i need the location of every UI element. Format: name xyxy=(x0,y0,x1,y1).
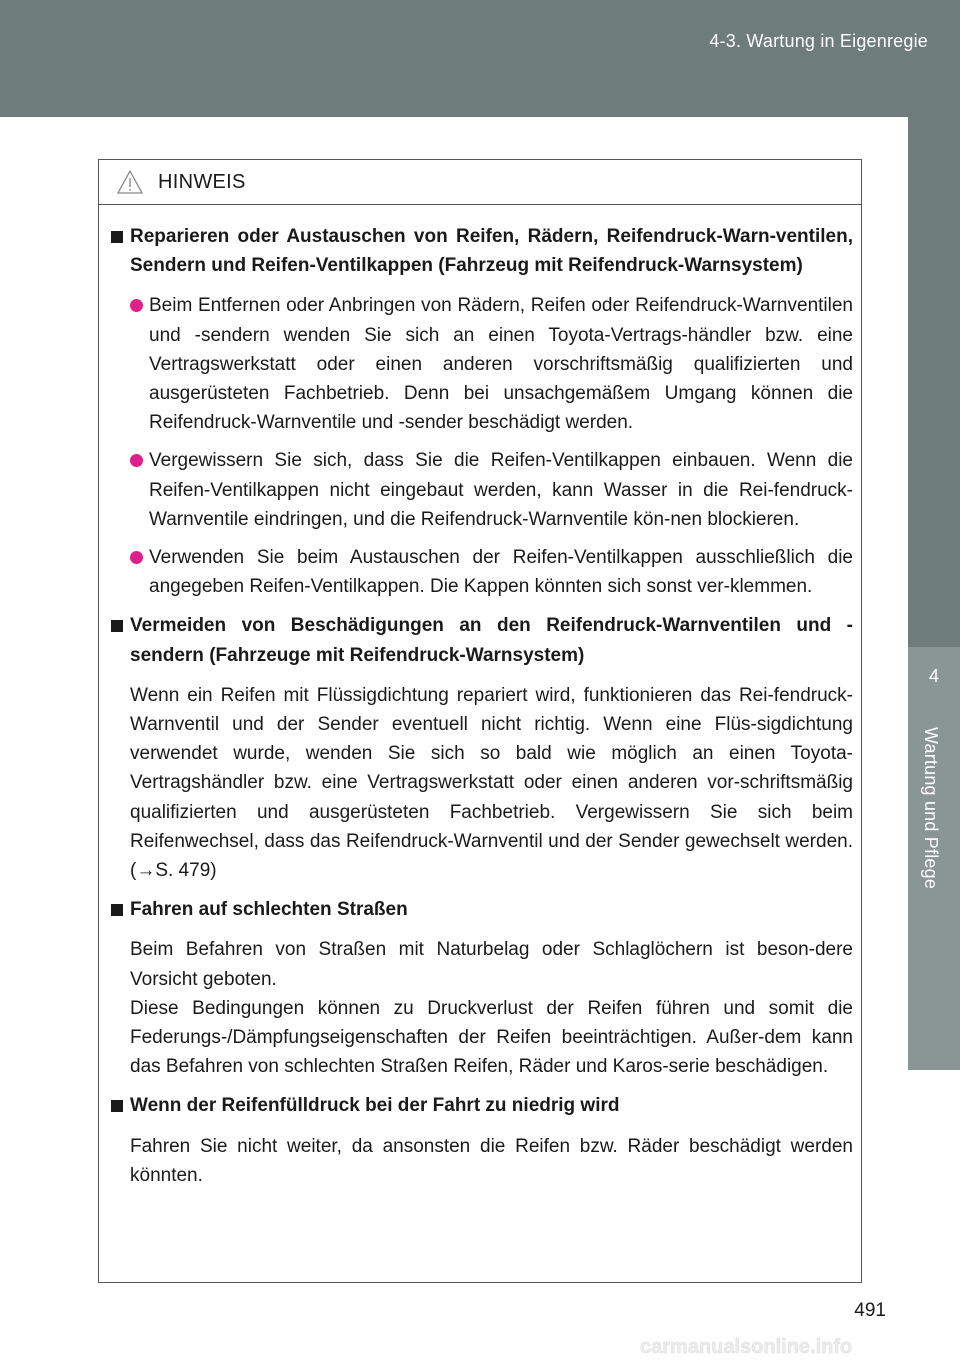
list-item-text: Vergewissern Sie sich, dass Sie die Reifen-Ventilkappen einbauen. Wenn die Reifen-Ventilkappen nicht eingebaut werden, kann Wasser in die Rei-fendruck-Warnventile eindringen, und die Reifendruck-Warnventile kön-nen blockieren. xyxy=(149,450,853,530)
section-paragraph: Fahren Sie nicht weiter, da ansonsten die Reifen bzw. Räder beschädigt werden könnten. xyxy=(130,1135,853,1186)
section-paragraph: Beim Befahren von Straßen mit Naturbelag oder Schlaglöchern ist beson-dere Vorsicht geboten. xyxy=(130,939,853,990)
notice-box xyxy=(98,159,862,1283)
square-bullet-icon xyxy=(111,1100,123,1112)
list-item xyxy=(130,446,853,534)
section-paragraph: Wenn ein Reifen mit Flüssigdichtung repariert wird, funktionieren das Rei-fendruck-Warnventil und der Sender eventuell nicht richtig. Wenn eine Flüs-sigdichtung verwendet wurde, wenden Sie sich so bald wie möglich an einen Toyota-Vertragshändler bzw. eine Vertragswerkstatt oder einen anderen vor-schriftsmäßig qualifizierten und ausgerüsteten Fachbetrieb. Vergewissern Sie sich beim Reifenwechsel, dass das Reifendruck-Warnventil und der Sender gewechselt werden. (→S. 479) xyxy=(130,684,853,882)
square-bullet-icon xyxy=(111,620,123,632)
page-number: 491 xyxy=(854,1300,886,1321)
chapter-number: 4 xyxy=(928,666,939,686)
section-heading: Wenn der Reifenfülldruck bei der Fahrt zu niedrig wird xyxy=(130,1095,620,1117)
notice-section xyxy=(110,1091,853,1190)
bullet-dot-icon xyxy=(130,299,143,312)
list-item-text: Beim Entfernen oder Anbringen von Rädern, Reifen oder Reifendruck-Warnventilen und -sendern wenden Sie sich an einen Toyota-Vertrags-händler bzw. eine Vertragswerkstatt oder einen anderen vorschriftsmäßig qualifizierten und ausgerüsteten Fachbetrieb. Denn bei unsachgemäßem Umgang können die Reifendruck-Warnventile und -sender beschädigt werden. xyxy=(149,295,853,434)
list-item-text: Verwenden Sie beim Austauschen der Reifen-Ventilkappen ausschließlich die angegeben Reifen-Ventilkappen. Die Kappen könnten sich sonst ver-klemmen. xyxy=(149,547,853,598)
notice-section xyxy=(110,222,853,601)
header-band xyxy=(0,0,960,117)
section-title: 4-3. Wartung in Eigenregie xyxy=(709,31,928,51)
notice-title: HINWEIS xyxy=(158,170,246,193)
warning-triangle-icon xyxy=(116,169,144,195)
svg-text:carmanualsonline.info: carmanualsonline.info xyxy=(640,1336,853,1358)
list-item xyxy=(130,543,853,601)
chapter-label: Wartung und Pflege xyxy=(921,727,941,890)
square-bullet-icon xyxy=(111,904,123,916)
watermark-logo xyxy=(640,1334,950,1358)
bullet-dot-icon xyxy=(130,454,143,467)
chapter-side-tab xyxy=(908,117,960,1070)
notice-section xyxy=(110,895,853,1081)
section-paragraph: Diese Bedingungen können zu Druckverlust der Reifen führen und somit die Federungs-/Dämpfungseigenschaften der Reifen beeinträchtigen. Außer-dem kann das Befahren von schlechten Straßen Reifen, Räder und Karos-serie beschädigen. xyxy=(130,997,853,1078)
list-item xyxy=(130,291,853,437)
notice-section xyxy=(110,611,853,885)
bullet-dot-icon xyxy=(130,551,143,564)
section-heading: Reparieren oder Austauschen von Reifen, Rädern, Reifendruck-Warn-ventilen, Sendern und Reifen-Ventilkappen (Fahrzeug mit Reifendruck-Warnsystem) xyxy=(130,226,853,277)
section-heading: Fahren auf schlechten Straßen xyxy=(130,899,408,921)
section-heading: Vermeiden von Beschädigungen an den Reifendruck-Warnventilen und -sendern (Fahrzeuge mit Reifendruck-Warnsystem) xyxy=(130,615,853,666)
notice-header xyxy=(99,160,861,205)
notice-body xyxy=(99,205,861,1190)
square-bullet-icon xyxy=(111,231,123,243)
